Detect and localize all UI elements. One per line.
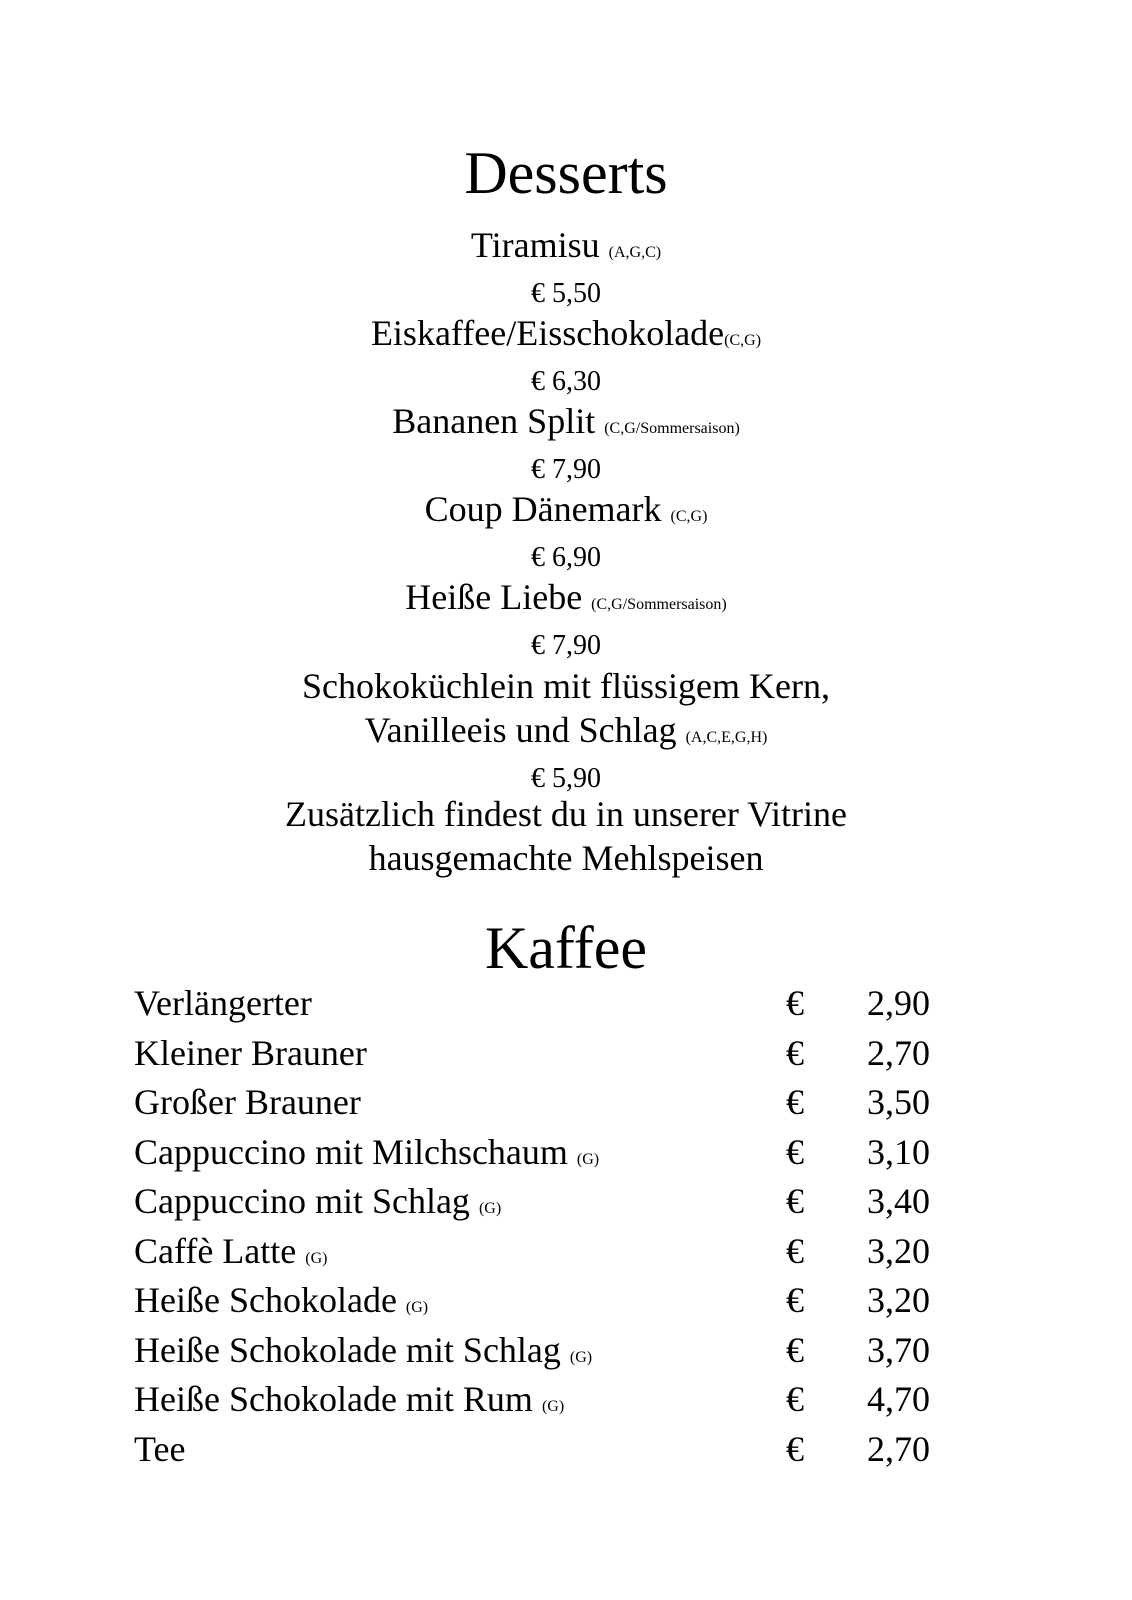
currency-symbol: € [786, 1181, 804, 1221]
kaffee-price: 3,70 [867, 1329, 930, 1370]
kaffee-price: 3,10 [867, 1131, 930, 1172]
kaffee-row [134, 1276, 954, 1326]
kaffee-title: Kaffee [484, 915, 648, 981]
dessert-name: Tiramisu [470, 225, 600, 265]
kaffee-name: Cappuccino mit Schlag [134, 1181, 470, 1221]
kaffee-name: Caffè Latte [134, 1230, 297, 1271]
vitrine-note-line2: hausgemachte Mehlspeisen [368, 838, 764, 878]
kaffee-allergens: (G) [576, 1150, 600, 1168]
dessert-price: € 5,90 [531, 763, 601, 794]
currency-symbol: € [786, 1379, 804, 1419]
dessert-name: Bananen Split [392, 401, 596, 441]
currency-symbol: € [786, 1032, 804, 1073]
dessert-item [0, 311, 1132, 399]
kaffee-name: Cappuccino mit Milchschaum [134, 1131, 568, 1172]
dessert-item [0, 399, 1132, 487]
kaffee-price: 2,90 [867, 983, 930, 1023]
dessert-name-line1: Schokoküchlein mit flüssigem Kern, [302, 666, 830, 706]
kaffee-name: Tee [134, 1428, 186, 1469]
dessert-price: € 7,90 [531, 630, 601, 661]
dessert-allergens: (C,G/Sommersaison) [591, 596, 727, 613]
dessert-name: Heiße Liebe [405, 577, 583, 617]
kaffee-allergens: (G) [405, 1299, 429, 1316]
kaffee-row [134, 979, 954, 1029]
dessert-price: € 6,90 [531, 542, 601, 573]
dessert-name: Eiskaffee/Eisschokolade [370, 313, 725, 353]
kaffee-row [134, 1425, 954, 1475]
currency-symbol: € [786, 983, 804, 1023]
dessert-price: € 6,30 [531, 366, 601, 397]
kaffee-price: 3,40 [867, 1181, 930, 1221]
kaffee-price: 2,70 [867, 1032, 930, 1073]
kaffee-row [134, 1029, 954, 1079]
dessert-item [0, 664, 1132, 796]
kaffee-list [134, 979, 954, 1474]
kaffee-row [134, 1177, 954, 1227]
currency-symbol: € [786, 1329, 804, 1370]
kaffee-allergens: (G) [569, 1348, 593, 1366]
dessert-allergens: (A,C,E,G,H) [685, 729, 768, 746]
dessert-item [0, 487, 1132, 575]
kaffee-price: 4,70 [867, 1379, 930, 1419]
kaffee-price: 2,70 [867, 1428, 930, 1469]
dessert-name: Coup Dänemark [424, 489, 662, 529]
kaffee-row [134, 1326, 954, 1376]
kaffee-price: 3,20 [867, 1280, 930, 1320]
dessert-allergens: (C,G/Sommersaison) [604, 420, 740, 437]
kaffee-name: Großer Brauner [134, 1082, 361, 1122]
kaffee-row [134, 1128, 954, 1178]
kaffee-allergens: (G) [478, 1200, 502, 1217]
kaffee-allergens: (G) [541, 1398, 565, 1415]
dessert-price: € 5,50 [531, 278, 601, 309]
kaffee-name: Heiße Schokolade [134, 1280, 397, 1320]
kaffee-price: 3,20 [867, 1230, 930, 1271]
dessert-price: € 7,90 [531, 454, 601, 485]
dessert-item [0, 223, 1132, 311]
desserts-title: Desserts [464, 140, 668, 206]
currency-symbol: € [786, 1280, 804, 1320]
dessert-allergens: (C,G) [724, 332, 762, 349]
dessert-allergens: (A,G,C) [608, 244, 662, 261]
dessert-allergens: (C,G) [670, 508, 708, 525]
kaffee-price: 3,50 [867, 1082, 930, 1122]
dessert-item [0, 575, 1132, 663]
currency-symbol: € [786, 1428, 804, 1469]
kaffee-name: Kleiner Brauner [134, 1032, 367, 1073]
kaffee-row [134, 1227, 954, 1277]
kaffee-row [134, 1375, 954, 1425]
kaffee-allergens: (G) [305, 1249, 328, 1267]
vitrine-note-line1: Zusätzlich findest du in unserer Vitrine [284, 794, 848, 834]
currency-symbol: € [786, 1082, 804, 1122]
kaffee-name: Heiße Schokolade mit Rum [134, 1379, 533, 1419]
currency-symbol: € [786, 1230, 804, 1271]
vitrine-note [0, 792, 1132, 880]
kaffee-name: Verlängerter [134, 983, 312, 1023]
dessert-name-line2: Vanilleeis und Schlag [364, 710, 677, 750]
kaffee-name: Heiße Schokolade mit Schlag [134, 1329, 561, 1370]
kaffee-row [134, 1078, 954, 1128]
currency-symbol: € [786, 1131, 804, 1172]
